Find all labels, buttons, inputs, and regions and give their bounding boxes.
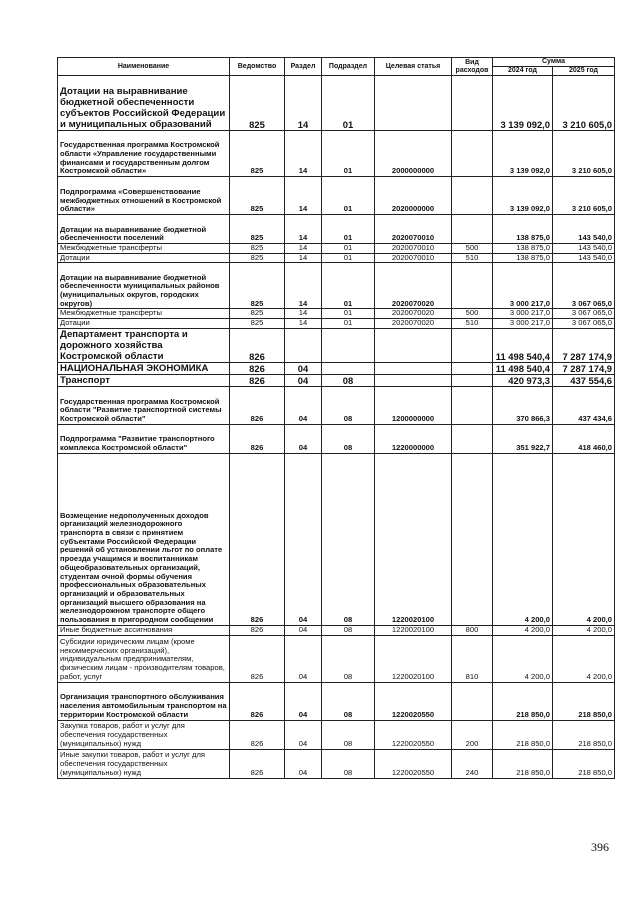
row-2024: 420 973,3 — [493, 374, 553, 386]
header-year-2025: 2025 год — [553, 67, 615, 76]
table-row — [58, 386, 615, 424]
row-target — [375, 362, 452, 374]
row-type — [452, 76, 493, 131]
table-row — [58, 177, 615, 215]
row-name: Дотации на выравнивание бюджетной обеспеченности субъектов Российской Федерации и муниципальных образований — [58, 76, 230, 131]
row-name: Государственная программа Костромской области "Развитие транспортной системы Костромской области" — [58, 386, 230, 424]
row-2025: 418 460,0 — [553, 424, 615, 453]
row-dept: 825 — [230, 263, 285, 309]
row-2024: 3 139 092,0 — [493, 177, 553, 215]
row-type: 810 — [452, 635, 493, 682]
row-section: 04 — [285, 386, 322, 424]
row-dept: 826 — [230, 749, 285, 778]
table-row — [58, 244, 615, 254]
row-target: 2020000000 — [375, 177, 452, 215]
row-2025: 218 850,0 — [553, 682, 615, 720]
row-type — [452, 263, 493, 309]
row-subsection: 08 — [322, 749, 375, 778]
row-2025: 3 067 065,0 — [553, 263, 615, 309]
row-target: 1220020550 — [375, 682, 452, 720]
row-section: 04 — [285, 720, 322, 749]
row-name: Межбюджетные трансферты — [58, 244, 230, 254]
row-section: 04 — [285, 625, 322, 635]
row-2025: 437 554,6 — [553, 374, 615, 386]
row-section: 14 — [285, 309, 322, 319]
row-2024: 3 000 217,0 — [493, 263, 553, 309]
row-type — [452, 453, 493, 625]
row-2024: 4 200,0 — [493, 453, 553, 625]
row-name: Закупка товаров, работ и услуг для обеспечения государственных (муниципальных) нужд — [58, 720, 230, 749]
row-dept: 826 — [230, 453, 285, 625]
row-dept: 826 — [230, 720, 285, 749]
table-row — [58, 253, 615, 263]
table-row — [58, 263, 615, 309]
row-subsection: 08 — [322, 453, 375, 625]
row-2024: 218 850,0 — [493, 720, 553, 749]
row-type: 200 — [452, 720, 493, 749]
row-name: Возмещение недополученных доходов организаций железнодорожного транспорта в связи с принятием субъектами Российской Федерации решений об установлении льгот по оплате проезда учащимся и воспитанникам общеобразовательных организаций, студентам очной формы обучения профессиональных образовательных организаций и образовательных организаций высшего образования на железнодорожном транспорте общего пользования в пригородном сообщении — [58, 453, 230, 625]
row-section: 14 — [285, 177, 322, 215]
row-section: 14 — [285, 215, 322, 244]
row-2024: 218 850,0 — [493, 682, 553, 720]
row-2025: 3 067 065,0 — [553, 319, 615, 329]
table-row — [58, 362, 615, 374]
row-2025: 3 067 065,0 — [553, 309, 615, 319]
row-2024: 218 850,0 — [493, 749, 553, 778]
row-type — [452, 682, 493, 720]
row-target: 1220020550 — [375, 720, 452, 749]
table-row — [58, 374, 615, 386]
row-subsection: 08 — [322, 720, 375, 749]
row-target: 2020070010 — [375, 244, 452, 254]
row-name: Межбюджетные трансферты — [58, 309, 230, 319]
table-row — [58, 76, 615, 131]
page-number: 396 — [591, 840, 609, 854]
row-type — [452, 177, 493, 215]
row-2024: 138 875,0 — [493, 253, 553, 263]
row-subsection: 01 — [322, 319, 375, 329]
row-name: Подпрограмма «Совершенствование межбюджетных отношений в Костромской области» — [58, 177, 230, 215]
row-subsection: 08 — [322, 625, 375, 635]
row-2025: 7 287 174,9 — [553, 362, 615, 374]
row-name: Иные бюджетные ассигнования — [58, 625, 230, 635]
row-2025: 218 850,0 — [553, 749, 615, 778]
row-section: 14 — [285, 263, 322, 309]
row-2025: 4 200,0 — [553, 453, 615, 625]
row-2025: 7 287 174,9 — [553, 328, 615, 362]
row-name: Субсидии юридическим лицам (кроме некоммерческих организаций), индивидуальным предпринимателям, физическим лицам - производителям товаров, работ, услуг — [58, 635, 230, 682]
row-2024: 351 922,7 — [493, 424, 553, 453]
row-type — [452, 131, 493, 177]
row-2025: 143 540,0 — [553, 215, 615, 244]
row-dept: 826 — [230, 386, 285, 424]
row-2025: 4 200,0 — [553, 635, 615, 682]
row-name: Дотации — [58, 253, 230, 263]
row-target: 2020070010 — [375, 215, 452, 244]
row-subsection: 01 — [322, 263, 375, 309]
row-type — [452, 362, 493, 374]
row-2025: 3 210 605,0 — [553, 177, 615, 215]
row-section: 04 — [285, 362, 322, 374]
row-name: Дотации — [58, 319, 230, 329]
row-name: Организация транспортного обслуживания населения автомобильным транспортом на территории Костромской области — [58, 682, 230, 720]
row-subsection: 08 — [322, 374, 375, 386]
row-dept: 826 — [230, 374, 285, 386]
row-2024: 370 866,3 — [493, 386, 553, 424]
row-dept: 826 — [230, 682, 285, 720]
row-name: НАЦИОНАЛЬНАЯ ЭКОНОМИКА — [58, 362, 230, 374]
table-row — [58, 319, 615, 329]
row-2025: 143 540,0 — [553, 244, 615, 254]
row-subsection: 08 — [322, 682, 375, 720]
row-2024: 11 498 540,4 — [493, 328, 553, 362]
row-section: 14 — [285, 76, 322, 131]
row-subsection: 01 — [322, 131, 375, 177]
row-target — [375, 328, 452, 362]
row-section: 04 — [285, 374, 322, 386]
row-2024: 3 139 092,0 — [493, 131, 553, 177]
row-section — [285, 328, 322, 362]
header-name: Наименование — [58, 58, 230, 76]
row-dept: 825 — [230, 76, 285, 131]
row-type: 510 — [452, 319, 493, 329]
row-section: 04 — [285, 453, 322, 625]
header-section: Раздел — [285, 58, 322, 76]
row-dept: 825 — [230, 319, 285, 329]
row-type — [452, 424, 493, 453]
header-target: Целевая статья — [375, 58, 452, 76]
row-2024: 4 200,0 — [493, 635, 553, 682]
row-target: 1220020100 — [375, 625, 452, 635]
table-row — [58, 424, 615, 453]
row-section: 04 — [285, 682, 322, 720]
row-section: 04 — [285, 424, 322, 453]
row-name: Иные закупки товаров, работ и услуг для обеспечения государственных (муниципальных) нужд — [58, 749, 230, 778]
row-dept: 825 — [230, 253, 285, 263]
row-2025: 3 210 605,0 — [553, 76, 615, 131]
row-subsection: 01 — [322, 244, 375, 254]
row-target: 1220020100 — [375, 453, 452, 625]
row-subsection: 01 — [322, 215, 375, 244]
row-subsection: 01 — [322, 309, 375, 319]
row-subsection: 01 — [322, 76, 375, 131]
row-type — [452, 215, 493, 244]
row-dept: 825 — [230, 177, 285, 215]
row-dept: 826 — [230, 625, 285, 635]
row-2024: 3 139 092,0 — [493, 76, 553, 131]
table-row — [58, 720, 615, 749]
row-2025: 143 540,0 — [553, 253, 615, 263]
row-type: 240 — [452, 749, 493, 778]
row-target: 2020070020 — [375, 263, 452, 309]
row-type — [452, 386, 493, 424]
row-target: 1220020100 — [375, 635, 452, 682]
row-section: 14 — [285, 253, 322, 263]
row-subsection: 08 — [322, 635, 375, 682]
row-name: Подпрограмма "Развитие транспортного комплекса Костромской области" — [58, 424, 230, 453]
row-section: 14 — [285, 244, 322, 254]
header-year-2024: 2024 год — [493, 67, 553, 76]
row-dept: 825 — [230, 215, 285, 244]
row-name: Транспорт — [58, 374, 230, 386]
row-name: Дотации на выравнивание бюджетной обеспеченности поселений — [58, 215, 230, 244]
row-type: 500 — [452, 309, 493, 319]
budget-table — [57, 57, 615, 779]
row-section: 14 — [285, 319, 322, 329]
row-target — [375, 76, 452, 131]
row-subsection: 01 — [322, 177, 375, 215]
row-dept: 826 — [230, 362, 285, 374]
table-row — [58, 328, 615, 362]
row-2025: 437 434,6 — [553, 386, 615, 424]
row-target: 2020070010 — [375, 253, 452, 263]
header-sum: Сумма — [493, 58, 615, 67]
row-subsection — [322, 362, 375, 374]
row-dept: 825 — [230, 131, 285, 177]
row-target: 1220020550 — [375, 749, 452, 778]
row-2025: 4 200,0 — [553, 625, 615, 635]
row-2024: 3 000 217,0 — [493, 309, 553, 319]
row-section: 14 — [285, 131, 322, 177]
row-type: 510 — [452, 253, 493, 263]
table-row — [58, 635, 615, 682]
row-subsection — [322, 328, 375, 362]
row-target: 2000000000 — [375, 131, 452, 177]
table-row — [58, 131, 615, 177]
row-name: Государственная программа Костромской области «Управление государственными финансами и государственным долгом Костромской области» — [58, 131, 230, 177]
row-target: 2020070020 — [375, 319, 452, 329]
row-name: Дотации на выравнивание бюджетной обеспеченности муниципальных районов (муниципальных округов, городских округов) — [58, 263, 230, 309]
row-2024: 11 498 540,4 — [493, 362, 553, 374]
table-row — [58, 309, 615, 319]
row-target: 1200000000 — [375, 386, 452, 424]
row-2025: 218 850,0 — [553, 720, 615, 749]
header-subsection: Подраздел — [322, 58, 375, 76]
table-row — [58, 682, 615, 720]
row-2024: 138 875,0 — [493, 244, 553, 254]
row-type: 500 — [452, 244, 493, 254]
header-department: Ведомство — [230, 58, 285, 76]
table-row — [58, 749, 615, 778]
table-row — [58, 215, 615, 244]
row-subsection: 01 — [322, 253, 375, 263]
row-target: 2020070020 — [375, 309, 452, 319]
row-dept: 826 — [230, 424, 285, 453]
row-target: 1220000000 — [375, 424, 452, 453]
table-row — [58, 625, 615, 635]
row-section: 04 — [285, 635, 322, 682]
row-section: 04 — [285, 749, 322, 778]
row-type — [452, 328, 493, 362]
row-dept: 826 — [230, 635, 285, 682]
table-row — [58, 453, 615, 625]
row-subsection: 08 — [322, 386, 375, 424]
row-2025: 3 210 605,0 — [553, 131, 615, 177]
row-name: Департамент транспорта и дорожного хозяйства Костромской области — [58, 328, 230, 362]
row-2024: 4 200,0 — [493, 625, 553, 635]
header-expense-type: Вид расходов — [452, 58, 493, 76]
row-type: 800 — [452, 625, 493, 635]
row-type — [452, 374, 493, 386]
row-dept: 825 — [230, 309, 285, 319]
row-2024: 138 875,0 — [493, 215, 553, 244]
row-target — [375, 374, 452, 386]
row-2024: 3 000 217,0 — [493, 319, 553, 329]
row-dept: 826 — [230, 328, 285, 362]
row-dept: 825 — [230, 244, 285, 254]
row-subsection: 08 — [322, 424, 375, 453]
